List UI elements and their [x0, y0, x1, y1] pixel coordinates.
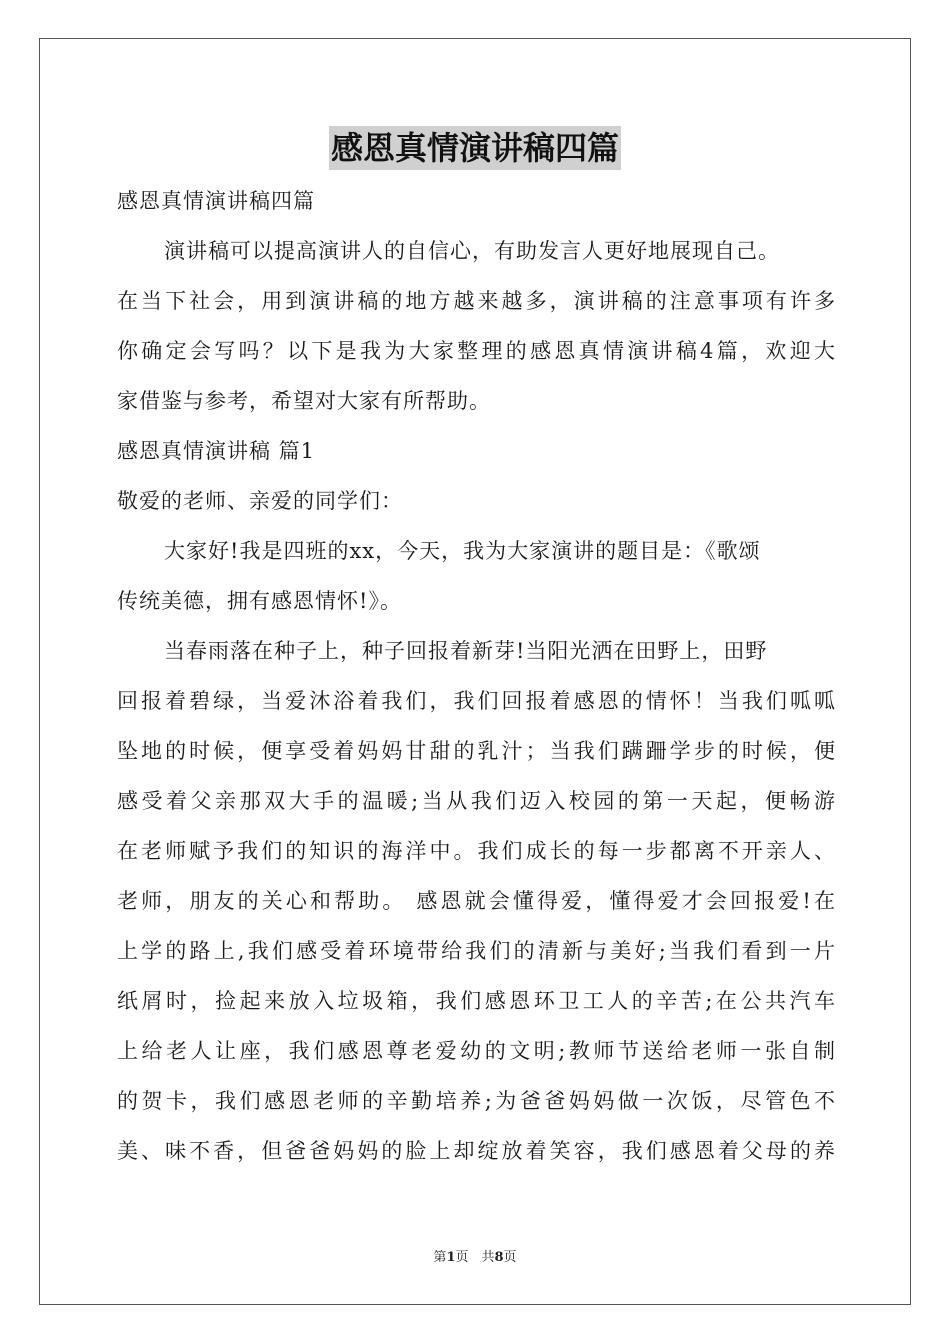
- subtitle-line: 感恩真情演讲稿四篇: [117, 189, 315, 213]
- document-body: [117, 176, 835, 1176]
- section-heading: 感恩真情演讲稿 篇1: [117, 439, 316, 463]
- title-wrap: [0, 126, 950, 170]
- document-title: 感恩真情演讲稿四篇: [329, 126, 621, 170]
- paragraph-line: 传统美德，拥有感恩情怀!》。: [117, 589, 402, 613]
- page-prefix: 第: [433, 1250, 447, 1265]
- paragraph-line: 感受着父亲那双大手的温暖;当从我们迈入校园的第一天起，便畅游: [117, 789, 835, 813]
- paragraph-line: 在老师赋予我们的知识的海洋中。我们成长的每一步都离不开亲人、: [117, 839, 835, 863]
- page-mid: 页 共: [455, 1250, 495, 1265]
- paragraph-line: 上学的路上,我们感受着环境带给我们的清新与美好;当我们看到一片: [117, 939, 835, 963]
- page-footer: [0, 1248, 950, 1268]
- salutation-line: 敬爱的老师、亲爱的同学们：: [117, 489, 403, 513]
- paragraph-line: 当春雨落在种子上，种子回报着新芽!当阳光洒在田野上，田野: [164, 639, 768, 663]
- page-suffix: 页: [503, 1250, 517, 1265]
- paragraph-line: 美、味不香，但爸爸妈妈的脸上却绽放着笑容，我们感恩着父母的养: [117, 1139, 835, 1163]
- page-current: 1: [446, 1250, 456, 1265]
- paragraph-line: 家借鉴与参考，希望对大家有所帮助。: [117, 389, 491, 413]
- paragraph-line: 你确定会写吗？以下是我为大家整理的感恩真情演讲稿4篇，欢迎大: [117, 339, 835, 363]
- paragraph-line: 坠地的时候，便享受着妈妈甘甜的乳汁；当我们蹒跚学步的时候，便: [117, 739, 835, 763]
- paragraph-line: 在当下社会，用到演讲稿的地方越来越多，演讲稿的注意事项有许多: [117, 289, 835, 313]
- paragraph-line: 回报着碧绿，当爱沐浴着我们，我们回报着感恩的情怀！当我们呱呱: [117, 689, 835, 713]
- paragraph-line: 演讲稿可以提高演讲人的自信心，有助发言人更好地展现自己。: [164, 239, 780, 263]
- paragraph-line: 的贺卡，我们感恩老师的辛勤培养;为爸爸妈妈做一次饭，尽管色不: [117, 1089, 835, 1113]
- page-total: 8: [494, 1250, 504, 1265]
- paragraph-line: 纸屑时，捡起来放入垃圾箱，我们感恩环卫工人的辛苦;在公共汽车: [117, 989, 835, 1013]
- paragraph-line: 老师，朋友的关心和帮助。 感恩就会懂得爱，懂得爱才会回报爱!在: [117, 889, 835, 913]
- paragraph-line: 大家好!我是四班的xx，今天，我为大家演讲的题目是：《歌颂: [164, 539, 761, 563]
- paragraph-line: 上给老人让座，我们感恩尊老爱幼的文明;教师节送给老师一张自制: [117, 1039, 835, 1063]
